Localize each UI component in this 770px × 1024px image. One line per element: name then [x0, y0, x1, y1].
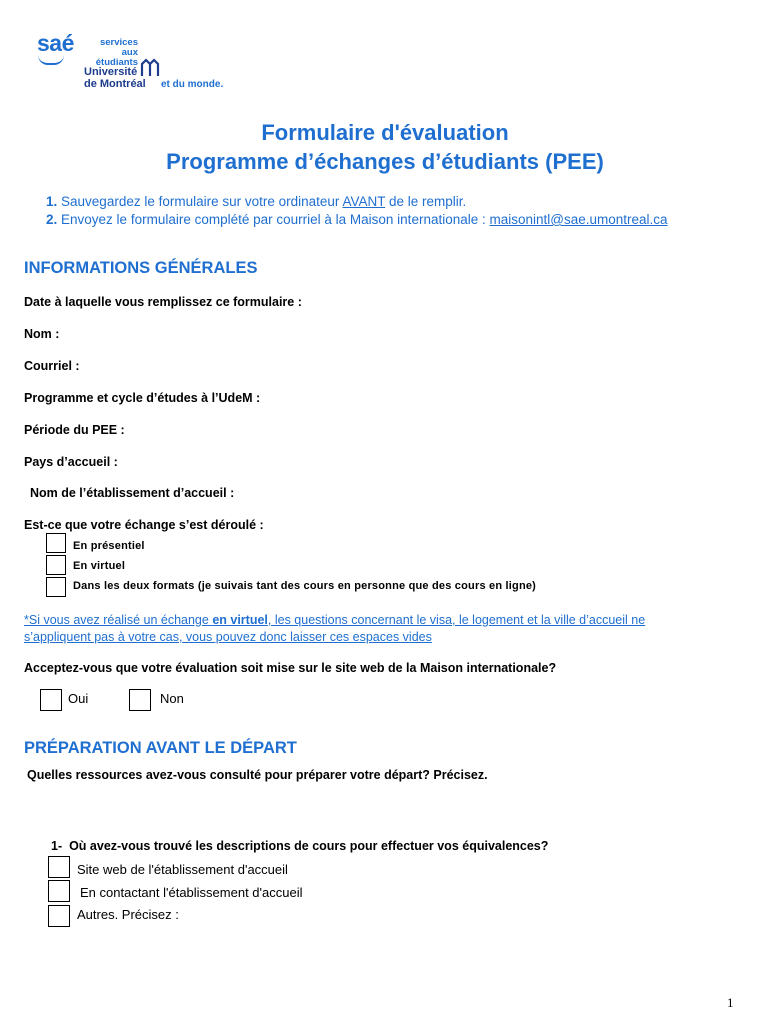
sae-logo-text: saé — [37, 30, 74, 56]
checkbox-presentiel[interactable] — [46, 533, 66, 553]
email-link[interactable]: maisonintl@sae.umontreal.ca — [489, 212, 668, 227]
oui-label: Oui — [68, 691, 89, 706]
consent-question: Acceptez-vous que votre évaluation soit mise sur le site web de la Maison internationale? — [24, 661, 557, 675]
question-1-text: Où avez-vous trouvé les descriptions de cours pour effectuer vos équivalences? — [69, 839, 549, 853]
checkbox-deux-formats[interactable] — [46, 577, 66, 597]
instruction-2-text: Envoyez le formulaire complété par courriel à la Maison internationale : — [61, 212, 490, 227]
option-contact-label: En contactant l'établissement d'accueil — [80, 885, 303, 900]
instruction-1-emphasis: AVANT — [342, 194, 386, 209]
question-1 — [51, 839, 548, 853]
instruction-1-text-end: de le remplir. — [385, 194, 467, 209]
option-presentiel-label: En présentiel — [73, 540, 145, 552]
sae-logo-arc — [38, 55, 64, 65]
checkbox-virtuel[interactable] — [46, 555, 66, 575]
nom-label: Nom : — [24, 327, 60, 341]
periode-label: Période du PEE : — [24, 423, 125, 437]
instruction-1 — [46, 194, 466, 209]
etablissement-label: Nom de l’établissement d’accueil : — [30, 486, 235, 500]
instruction-1-text: Sauvegardez le formulaire sur votre ordinateur — [61, 194, 343, 209]
checkbox-contact[interactable] — [48, 880, 70, 902]
virtual-note-text-end: , les questions concernant le visa, le logement et la ville d’accueil ne — [267, 613, 646, 627]
form-subtitle: Programme d’échanges d’étudiants (PEE) — [166, 149, 604, 174]
question-1-number: 1- — [51, 839, 63, 853]
programme-label: Programme et cycle d’études à l’UdeM : — [24, 391, 261, 405]
virtual-note-text: *Si vous avez réalisé un échange — [24, 613, 213, 627]
virtual-note-line1 — [24, 612, 645, 629]
checkbox-autres[interactable] — [48, 905, 70, 927]
non-label: Non — [160, 691, 184, 706]
option-site-web-label: Site web de l'établissement d'accueil — [77, 862, 288, 877]
option-virtuel-label: En virtuel — [73, 560, 126, 572]
resources-question: Quelles ressources avez-vous consulté pour préparer votre départ? Précisez. — [27, 768, 488, 782]
checkbox-non[interactable] — [129, 689, 151, 711]
section-preparation-heading: PRÉPARATION AVANT LE DÉPART — [24, 739, 297, 757]
instruction-2-number: 2. — [46, 212, 58, 227]
page-number: 1 — [727, 995, 734, 1010]
instruction-1-number: 1. — [46, 194, 58, 209]
pays-label: Pays d’accueil : — [24, 455, 118, 469]
udem-logo-tagline: et du monde. — [161, 79, 224, 90]
sae-logo-subtitle-line1: services aux — [99, 37, 138, 58]
option-autres-label: Autres. Précisez : — [77, 907, 179, 922]
option-deux-formats-label: Dans les deux formats (je suivais tant des cours en personne que des cours en ligne) — [73, 580, 537, 592]
udem-logo-mark-icon — [140, 58, 160, 76]
virtual-note-emphasis: en virtuel — [212, 613, 268, 627]
deroulement-label: Est-ce que votre échange s’est déroulé : — [24, 518, 264, 532]
courriel-label: Courriel : — [24, 359, 80, 373]
virtual-note-line2: s’appliquent pas à votre cas, vous pouvez donc laisser ces espaces vides — [24, 630, 432, 644]
checkbox-site-web[interactable] — [48, 856, 70, 878]
section-general-heading: INFORMATIONS GÉNÉRALES — [24, 259, 258, 277]
date-label: Date à laquelle vous remplissez ce formulaire : — [24, 295, 302, 309]
checkbox-oui[interactable] — [40, 689, 62, 711]
sae-logo-subtitle — [82, 38, 138, 68]
form-title: Formulaire d'évaluation — [261, 120, 509, 145]
sae-logo-subtitle-line2: étudiants — [95, 57, 138, 68]
udem-logo-montreal: de Montréal — [84, 78, 146, 90]
udem-logo-universite: Université — [84, 66, 138, 78]
instruction-2 — [46, 212, 668, 227]
